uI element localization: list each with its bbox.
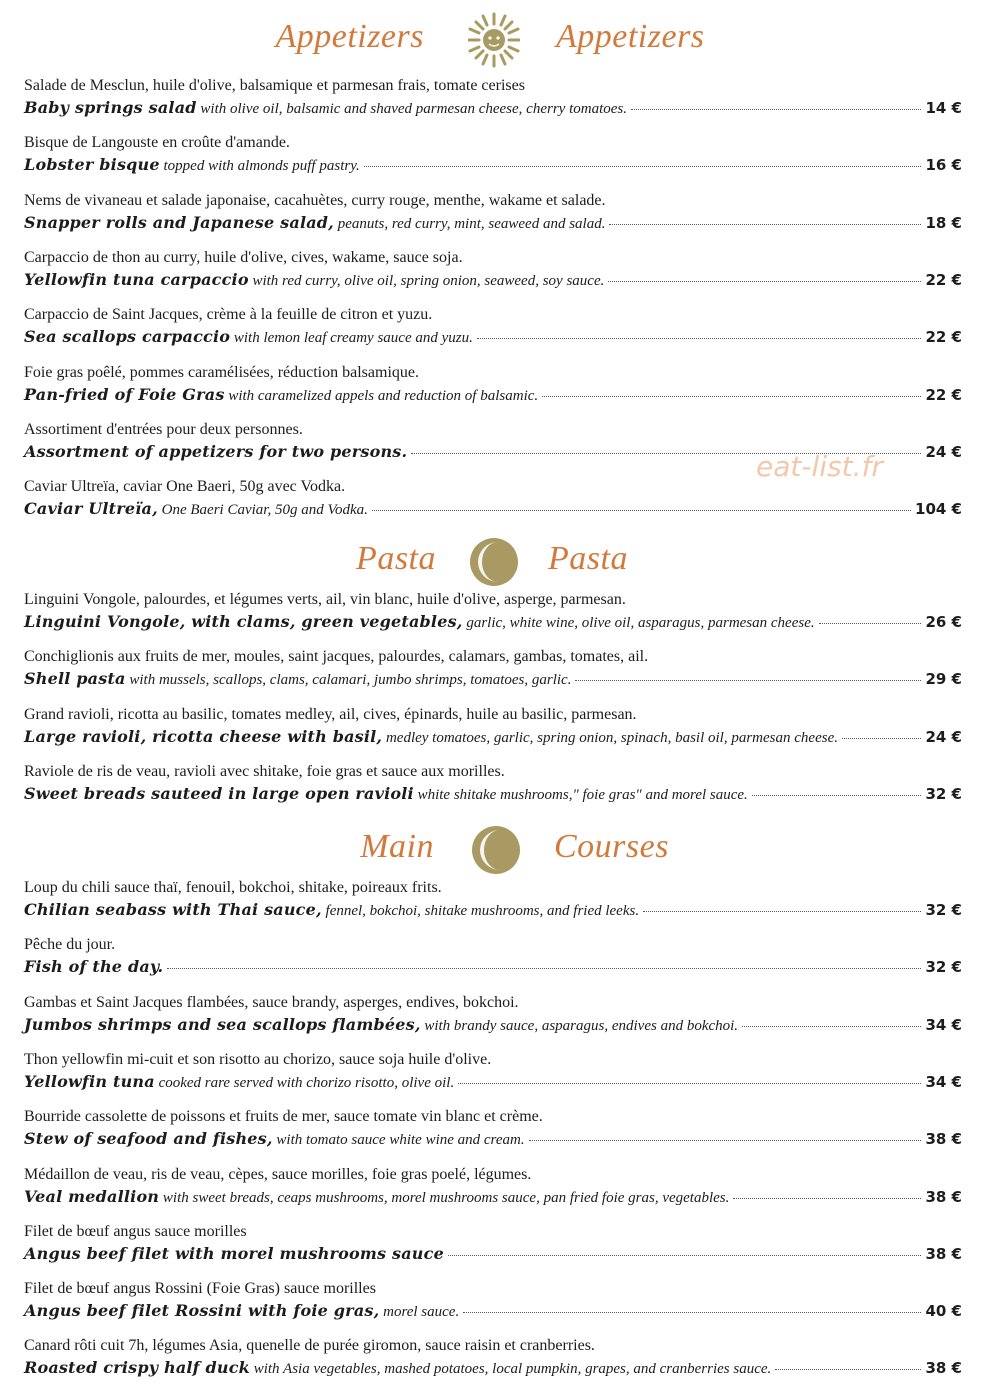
section-header-appetizers (0, 12, 989, 72)
french-line (24, 248, 962, 268)
menu-item (24, 647, 962, 699)
french-line (24, 1107, 962, 1127)
english-description: with brandy sauce, asparagus, endives and bokchoi. (420, 1017, 739, 1034)
dot-leader (167, 968, 921, 969)
menu-item (24, 1107, 962, 1159)
price: 32 € (925, 958, 962, 977)
english-text (24, 213, 605, 233)
english-dish-name: Roasted crispy half duck (24, 1358, 250, 1378)
english-line (24, 270, 962, 294)
price: 32 € (925, 901, 962, 919)
french-description: huile d'olive, cives, wakame, sauce soja. (200, 248, 463, 266)
english-line (24, 669, 962, 693)
english-text (24, 1015, 738, 1035)
english-text (24, 957, 163, 977)
english-description: with sweet breads, ceaps mushrooms, morel mushrooms sauce, pan fried foie gras, vegetables. (159, 1189, 730, 1206)
french-description: et son risotto au chorizo, sauce soja huile d'olive. (173, 1050, 492, 1068)
english-dish-name: Stew of seafood and fishes, (24, 1129, 273, 1149)
menu-item (24, 477, 962, 529)
french-description: sauce tomate vin blanc et crème. (329, 1108, 543, 1126)
french-line (24, 705, 962, 725)
english-dish-name: Pan-fried of Foie Gras (24, 384, 225, 404)
price: 22 € (925, 328, 962, 347)
french-dish-name: Raviole de ris de veau, (24, 762, 171, 780)
english-line (24, 213, 962, 237)
french-dish-name: Nems de vivaneau et salade japonaise, (24, 191, 271, 209)
english-text (24, 1187, 729, 1207)
french-description: huile d'olive, balsamique et parmesan frais, tomate cerises (148, 77, 525, 94)
english-dish-name: Assortment of appetizers for two persons. (24, 441, 408, 461)
english-line (24, 155, 962, 179)
english-text (24, 327, 473, 347)
menu-item (24, 191, 962, 243)
french-description: cacahuètes, curry rouge, menthe, wakame et salade. (270, 191, 606, 209)
section-title-left: Main (360, 828, 434, 865)
section-title-left: Appetizers (275, 18, 424, 55)
dot-leader (529, 1140, 922, 1141)
menu-item (24, 1050, 962, 1102)
dot-leader (477, 338, 922, 339)
french-line (24, 935, 962, 955)
french-line (24, 993, 962, 1013)
menu-item (24, 1165, 962, 1217)
english-description: with mussels, scallops, clams, calamari, jumbo shrimps, tomatoes, garlic. (125, 672, 572, 689)
french-line (24, 420, 962, 440)
french-description: caviar One Baeri, 50g avec Vodka. (119, 478, 346, 496)
dot-leader (608, 281, 921, 282)
french-dish-name: Grand ravioli, ricotta au basilic, (24, 705, 228, 723)
english-line (24, 784, 962, 808)
french-dish-name: Conchiglionis aux fruits de mer, (24, 648, 230, 666)
price: 24 € (925, 442, 962, 461)
english-text (24, 1244, 444, 1264)
menu-item (24, 305, 962, 357)
english-line (24, 327, 962, 351)
english-text (24, 1358, 771, 1378)
french-description: en croûte d'amande. (158, 134, 290, 152)
menu-item (24, 935, 962, 987)
section-header-main-courses (0, 822, 989, 882)
english-text (24, 669, 571, 689)
dot-leader (609, 224, 921, 225)
english-text (24, 155, 360, 175)
price: 22 € (925, 385, 962, 404)
english-text (24, 784, 748, 804)
english-description: garlic, white wine, olive oil, asparagus, parmesan cheese. (462, 615, 815, 631)
english-dish-name: Sea scallops carpaccio (24, 327, 231, 347)
english-dish-name: Baby springs salad (24, 98, 197, 117)
dot-leader (542, 396, 921, 397)
price: 104 € (915, 500, 962, 519)
english-dish-name: Chilian seabass with Thai sauce, (24, 900, 322, 919)
dot-leader (752, 795, 922, 796)
section-title-left: Pasta (356, 540, 436, 577)
english-line (24, 957, 962, 981)
french-line (24, 1165, 962, 1185)
french-line (24, 762, 962, 782)
french-description: crème à la feuille de citron et yuzu. (202, 306, 433, 324)
english-dish-name: Yellowfin tuna (24, 1071, 155, 1091)
dot-leader (448, 1255, 922, 1256)
french-line (24, 305, 962, 325)
french-description: ris de veau, cèpes, sauce morilles, foie gras poelé, légumes. (147, 1165, 532, 1183)
english-text (24, 1301, 459, 1321)
price: 29 € (925, 670, 962, 689)
french-dish-name: Bisque de Langouste (24, 134, 159, 152)
english-description: One Baeri Caviar, 50g and Vodka. (157, 502, 368, 519)
english-description: medley tomatoes, garlic, spring onion, spinach, basil oil, parmesan cheese. (382, 729, 838, 746)
menu-item (24, 1279, 962, 1331)
french-line (24, 133, 962, 153)
french-description: sauce brandy, asperges, endives, bokchoi. (248, 993, 519, 1011)
english-text (24, 499, 368, 519)
french-line (24, 1336, 962, 1356)
english-line (24, 499, 962, 523)
english-description: with olive oil, balsamic and shaved parmesan cheese, cherry tomatoes. (196, 101, 627, 117)
dot-leader (742, 1026, 921, 1027)
french-dish-name: Assortiment d'entrées pour deux personnes. (24, 420, 303, 438)
dot-leader (842, 738, 921, 739)
dot-leader (775, 1369, 921, 1370)
french-dish-name: Pêche du jour. (24, 936, 116, 954)
menu-item (24, 133, 962, 185)
price: 22 € (925, 270, 962, 289)
english-dish-name: Snapper rolls and Japanese salad, (24, 212, 334, 232)
english-description: with tomato sauce white wine and cream. (272, 1132, 525, 1149)
menu-item (24, 248, 962, 300)
price: 16 € (925, 156, 962, 175)
menu-item (24, 1336, 962, 1388)
english-dish-name: Shell pasta (24, 669, 126, 689)
french-dish-name: Salade de Mesclun, (24, 77, 149, 94)
price: 24 € (925, 727, 962, 746)
french-line (24, 76, 962, 96)
french-dish-name: Linguini Vongole, palourdes, et légumes verts, (24, 591, 323, 608)
english-dish-name: Caviar Ultreïa, (24, 499, 158, 519)
english-line (24, 98, 962, 122)
french-description: moules, saint jacques, palourdes, calamars, gambas, tomates, ail. (230, 648, 649, 666)
english-dish-name: Jumbos shrimps and sea scallops flambées, (24, 1014, 421, 1034)
menu-item (24, 993, 962, 1045)
french-line (24, 647, 962, 667)
section-title-right: Courses (554, 828, 669, 865)
english-line (24, 612, 962, 636)
english-text (24, 270, 604, 290)
menu-item (24, 762, 962, 814)
price: 26 € (925, 613, 962, 631)
moon-icon (468, 534, 520, 590)
dot-leader (643, 911, 921, 912)
english-line (24, 1301, 962, 1325)
english-line (24, 1015, 962, 1039)
dot-leader (364, 166, 922, 167)
french-description: ail, vin blanc, huile d'olive, asperge, parmesan. (322, 591, 626, 608)
dot-leader (463, 1312, 921, 1313)
english-description: topped with almonds puff pastry. (159, 158, 360, 175)
english-dish-name: Lobster bisque (24, 155, 160, 175)
french-line (24, 1050, 962, 1070)
price: 38 € (925, 1359, 962, 1378)
english-dish-name: Fish of the day. (24, 957, 164, 977)
english-line (24, 1072, 962, 1096)
english-description: with red curry, olive oil, spring onion, seaweed, soy sauce. (248, 272, 605, 289)
dot-leader (458, 1083, 921, 1084)
price: 38 € (925, 1130, 962, 1149)
english-text (24, 385, 538, 405)
sun-icon (468, 12, 520, 68)
french-dish-name: Filet de bœuf angus Rossini (24, 1280, 203, 1298)
french-dish-name: Carpaccio de thon au curry, (24, 248, 201, 266)
english-dish-name: Large ravioli, ricotta cheese with basil, (24, 726, 383, 746)
dot-leader (819, 623, 922, 624)
section-header-pasta (0, 534, 989, 594)
english-text (24, 1129, 525, 1149)
english-text (24, 442, 407, 462)
french-line (24, 1222, 962, 1242)
english-dish-name: Angus beef filet Rossini with foie gras, (24, 1301, 380, 1321)
section-title-right: Appetizers (556, 18, 705, 55)
english-line (24, 1187, 962, 1211)
french-description: fenouil, bokchoi, shitake, poireaux frits. (181, 879, 442, 896)
english-description: with lemon leaf creamy sauce and yuzu. (230, 330, 473, 347)
french-dish-name: Filet de bœuf angus sauce morilles (24, 1222, 247, 1240)
menu-item (24, 590, 962, 642)
menu-item (24, 76, 962, 128)
english-text (24, 900, 639, 920)
price: 32 € (925, 784, 962, 803)
price: 38 € (925, 1244, 962, 1263)
french-line (24, 363, 962, 383)
french-dish-name: Canard rôti cuit 7h, (24, 1337, 149, 1355)
french-description: ravioli avec shitake, foie gras et sauce aux morilles. (170, 762, 505, 780)
french-line (24, 191, 962, 211)
english-description: morel sauce. (379, 1304, 460, 1321)
watermark: eat-list.fr (756, 450, 883, 483)
price: 40 € (925, 1302, 962, 1321)
french-line (24, 878, 962, 898)
french-line (24, 1279, 962, 1299)
english-line (24, 727, 962, 751)
french-dish-name: Foie gras poêlé, (24, 363, 126, 381)
price: 34 € (925, 1015, 962, 1034)
price: 38 € (925, 1187, 962, 1206)
english-text (24, 612, 815, 632)
english-dish-name: Veal medallion (24, 1186, 160, 1206)
french-line (24, 590, 962, 610)
moon-icon (470, 822, 522, 878)
french-dish-name: Caviar Ultreïa, (24, 478, 120, 496)
dot-leader (631, 109, 921, 110)
english-description: with caramelized appels and reduction of balsamic. (224, 387, 539, 404)
price: 14 € (925, 99, 962, 117)
english-description: white shitake mushrooms," foie gras" and morel sauce. (413, 786, 748, 803)
french-description: légumes Asia, quenelle de purée giromon, sauce raisin et cranberries. (148, 1337, 595, 1355)
french-description: (Foie Gras) sauce morilles (202, 1280, 376, 1298)
dot-leader (733, 1198, 921, 1199)
english-line (24, 900, 962, 924)
french-dish-name: Gambas et Saint Jacques flambées, (24, 993, 249, 1011)
french-description: pommes caramélisées, réduction balsamique. (125, 363, 419, 381)
english-description: fennel, bokchoi, shitake mushrooms, and fried leeks. (321, 903, 640, 919)
menu-item (24, 1222, 962, 1274)
dot-leader (372, 510, 911, 511)
menu-item (24, 705, 962, 757)
menu-item (24, 878, 962, 930)
english-dish-name: Angus beef filet with morel mushrooms sauce (24, 1243, 444, 1263)
french-dish-name: Médaillon de veau, (24, 1165, 148, 1183)
english-line (24, 1358, 962, 1382)
english-dish-name: Sweet breads sauteed in large open ravioli (24, 783, 414, 803)
english-line (24, 1244, 962, 1268)
french-dish-name: Loup du chili sauce thaï, (24, 879, 182, 896)
english-line (24, 1129, 962, 1153)
english-text (24, 727, 838, 747)
english-dish-name: Yellowfin tuna carpaccio (24, 269, 249, 289)
english-dish-name: Linguini Vongole, with clams, green vegetables, (24, 612, 463, 631)
english-line (24, 385, 962, 409)
french-description: tomates medley, ail, cives, épinards, huile au basilic, parmesan. (227, 705, 637, 723)
english-description: peanuts, red curry, mint, seaweed and salad. (333, 215, 606, 232)
french-dish-name: Carpaccio de Saint Jacques, (24, 306, 203, 324)
price: 18 € (925, 213, 962, 232)
english-text (24, 98, 627, 118)
dot-leader (575, 680, 921, 681)
english-description: with Asia vegetables, mashed potatoes, local pumpkin, grapes, and cranberries sauce. (249, 1361, 772, 1378)
english-text (24, 1072, 454, 1092)
english-description: cooked rare served with chorizo risotto, olive oil. (154, 1074, 455, 1091)
menu-item (24, 363, 962, 415)
price: 34 € (925, 1072, 962, 1091)
french-dish-name: Bourride cassolette de poissons et fruits de mer, (24, 1108, 330, 1126)
section-title-right: Pasta (548, 540, 628, 577)
french-dish-name: Thon yellowfin mi-cuit (24, 1050, 174, 1068)
